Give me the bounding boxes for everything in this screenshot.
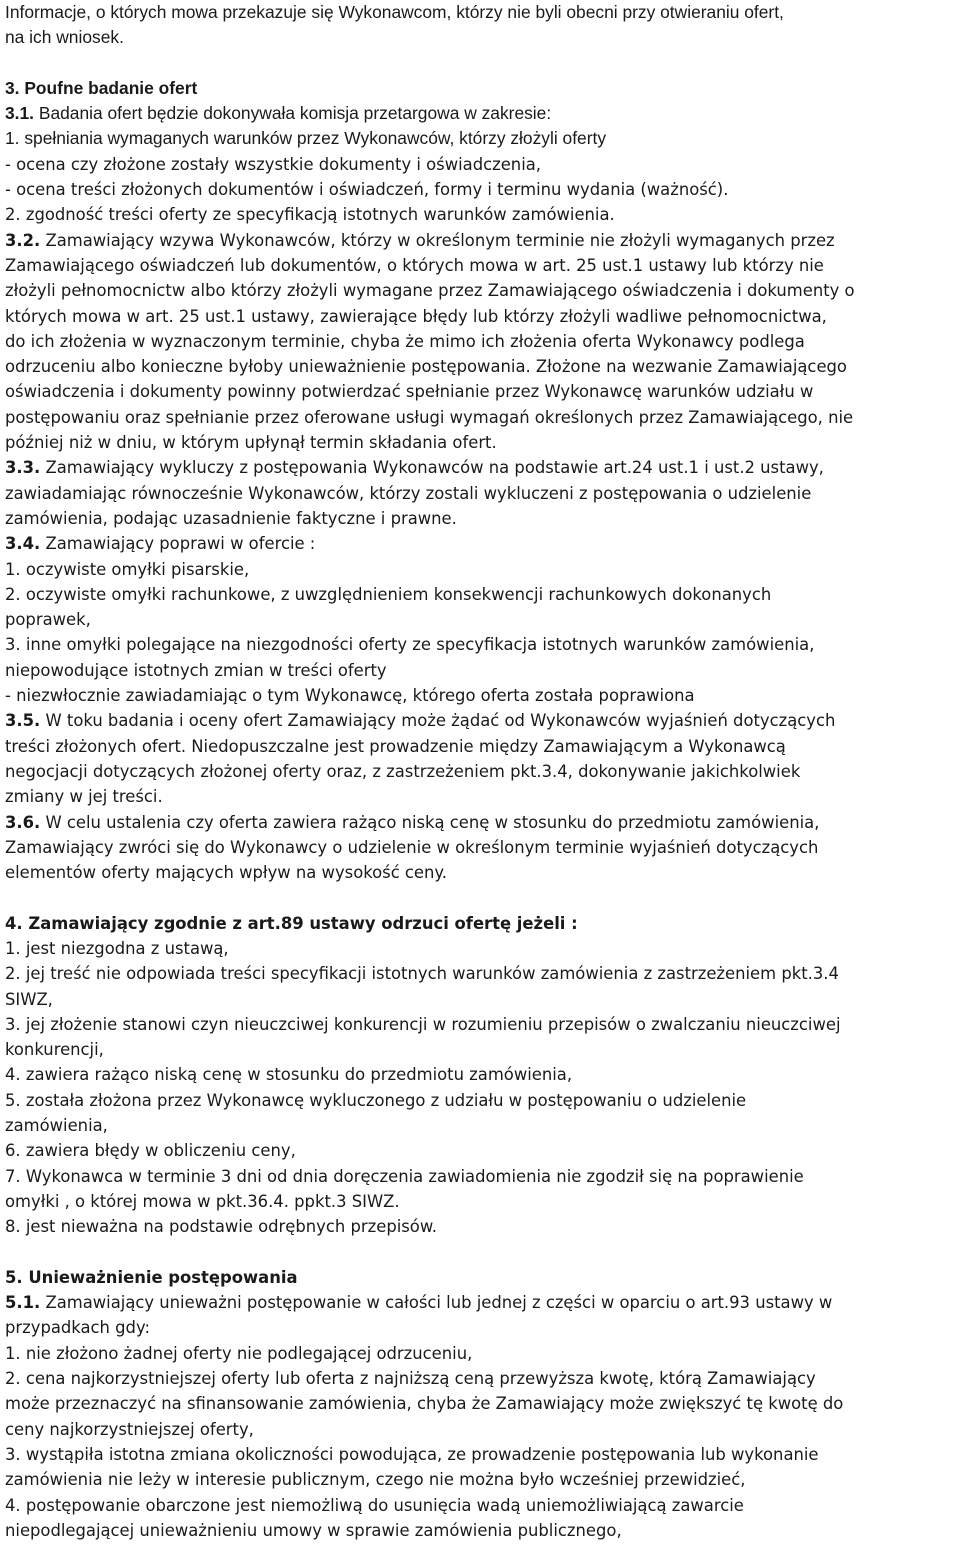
intro-line-2: na ich wniosek. — [5, 27, 124, 48]
paragraph-line: odrzuceniu albo konieczne byłoby unieważnienie postępowania. Złożone na wezwanie Zamawiającego — [5, 357, 847, 377]
list-item: 8. jest nieważna na podstawie odrębnych przepisów. — [5, 1217, 437, 1237]
paragraph-line: później niż w dniu, w którym upłynął termin składania ofert. — [5, 433, 497, 453]
list-item: 2. cena najkorzystniejszej oferty lub oferta z najniższą ceną przewyższa kwotę, którą Zamawiający — [5, 1369, 816, 1389]
list-item-continued: niepodlegającej unieważnieniu umowy w sprawie zamówienia publicznego, — [5, 1520, 622, 1540]
paragraph-line: postępowaniu oraz spełnianie przez oferowane usługi wymagań określonych przez Zamawiającego, nie — [5, 407, 854, 427]
list-item: 7. Wykonawca w terminie 3 dni od dnia doręczenia zawiadomienia nie zgodził się na poprawienie — [5, 1166, 804, 1186]
list-item: - ocena treści złożonych dokumentów i oświadczeń, formy i terminu wydania (ważność). — [5, 180, 729, 200]
list-item: 1. jest niezgodna z ustawą, — [5, 938, 229, 958]
list-item: 2. oczywiste omyłki rachunkowe, z uwzględnieniem konsekwencji rachunkowych dokonanych — [5, 584, 772, 604]
list-item: 1. oczywiste omyłki pisarskie, — [5, 559, 250, 579]
paragraph-line: złożyli pełnomocnictw albo którzy złożyli wymagane przez Zamawiającego oświadczenia i dokumenty o — [5, 281, 855, 301]
paragraph-text: W celu ustalenia czy oferta zawiera rażąco niską cenę w stosunku do przedmiotu zamówienia, — [40, 812, 820, 832]
paragraph-3-3 — [5, 455, 960, 480]
paragraph-line: zamówienia, podając uzasadnienie faktyczne i prawne. — [5, 508, 457, 528]
section-3-heading: 3. Poufne badanie ofert — [5, 77, 198, 98]
paragraph-3-1 — [5, 101, 960, 126]
paragraph-text: Zamawiający poprawi w ofercie : — [40, 534, 316, 554]
paragraph-number: 3.4. — [5, 534, 41, 554]
list-item: 4. postępowanie obarczone jest niemożliwą do usunięcia wadą uniemożliwiającą zawarcie — [5, 1495, 744, 1515]
list-item-continued: ceny najkorzystniejszej oferty, — [5, 1419, 254, 1439]
paragraph-number: 3.2. — [5, 230, 41, 250]
spacer — [5, 885, 960, 910]
list-item-continued: zamówienia nie leży w interesie publicznym, czego nie można było wcześniej przewidzieć, — [5, 1470, 746, 1490]
list-item-continued: konkurencji, — [5, 1040, 104, 1060]
list-item-continued: - niezwłocznie zawiadamiając o tym Wykonawcę, którego oferta została poprawiona — [5, 686, 695, 706]
paragraph-text: Zamawiający wykluczy z postępowania Wykonawców na podstawie art.24 ust.1 i ust.2 ustawy, — [40, 458, 824, 478]
list-item: 3. inne omyłki polegające na niezgodności oferty ze specyfikacja istotnych warunków zamówienia, — [5, 635, 815, 655]
list-item-continued: niepowodujące istotnych zmian w treści oferty — [5, 660, 387, 680]
paragraph-line: zawiadamiając równocześnie Wykonawców, którzy zostali wykluczeni z postępowania o udzielenie — [5, 483, 812, 503]
list-item-continued: poprawek, — [5, 610, 91, 630]
paragraph-text: Zamawiający unieważni postępowanie w całości lub jednej z części w oparciu o art.93 ustawy w — [40, 1293, 833, 1313]
paragraph-line: zmiany w jej treści. — [5, 787, 163, 807]
list-item: 1. nie złożono żadnej oferty nie podlegającej odrzuceniu, — [5, 1343, 473, 1363]
paragraph-line: negocjacji dotyczących złożonej oferty oraz, z zastrzeżeniem pkt.3.4, dokonywanie jakichkolwiek — [5, 761, 801, 781]
paragraph-line: których mowa w art. 25 ust.1 ustawy, zawierające błędy lub którzy złożyli wadliwe pełnomocnictwa, — [5, 306, 827, 326]
list-item: 5. została złożona przez Wykonawcę wykluczonego z udziału w postępowaniu o udzielenie — [5, 1090, 747, 1110]
paragraph-line: treści złożonych ofert. Niedopuszczalne jest prowadzenie między Zamawiającym a Wykonawcą — [5, 736, 786, 756]
paragraph-number: 3.1. — [5, 103, 35, 124]
list-item-continued: zamówienia, — [5, 1116, 108, 1136]
paragraph-line: Zamawiającego oświadczeń lub dokumentów, o których mowa w art. 25 ust.1 ustawy lub którzy nie — [5, 255, 824, 275]
paragraph-text: Zamawiający wzywa Wykonawców, którzy w określonym terminie nie złożyli wymaganych przez — [40, 230, 835, 250]
list-item: 2. jej treść nie odpowiada treści specyfikacji istotnych warunków zamówienia z zastrzeżeniem pkt.3.4 — [5, 964, 839, 984]
paragraph-line: elementów oferty mających wpływ na wysokość ceny. — [5, 863, 447, 883]
list-item: 6. zawiera błędy w obliczeniu ceny, — [5, 1141, 296, 1161]
paragraph-3-6 — [5, 810, 960, 835]
spacer — [5, 51, 960, 76]
paragraph-line: do ich złożenia w wyznaczonym terminie, chyba że mimo ich złożenia oferta Wykonawcy podlega — [5, 331, 805, 351]
list-item: 2. zgodność treści oferty ze specyfikacją istotnych warunków zamówienia. — [5, 205, 615, 225]
list-item: - ocena czy złożone zostały wszystkie dokumenty i oświadczenia, — [5, 154, 542, 174]
paragraph-line: Zamawiający zwróci się do Wykonawcy o udzielenie w określonym terminie wyjaśnień dotyczących — [5, 837, 819, 857]
list-item: 1. spełniania wymaganych warunków przez Wykonawców, którzy złożyli oferty — [5, 128, 607, 149]
list-item: 3. wystąpiła istotna zmiana okoliczności powodująca, ze prowadzenie postępowania lub wykonanie — [5, 1444, 819, 1464]
paragraph-3-4 — [5, 531, 960, 556]
list-item: 4. zawiera rażąco niską cenę w stosunku do przedmiotu zamówienia, — [5, 1065, 573, 1085]
paragraph-number: 3.5. — [5, 711, 41, 731]
paragraph-line: oświadczenia i dokumenty powinny potwierdzać spełnianie przez Wykonawcę warunków udziału w — [5, 382, 814, 402]
paragraph-5-1 — [5, 1290, 960, 1315]
list-item: 3. jej złożenie stanowi czyn nieuczciwej konkurencji w rozumieniu przepisów o zwalczaniu nieuczciwej — [5, 1014, 841, 1034]
paragraph-number: 3.6. — [5, 812, 41, 832]
spacer — [5, 1240, 960, 1265]
paragraph-text: Badania ofert będzie dokonywała komisja przetargowa w zakresie: — [34, 103, 552, 124]
paragraph-line: przypadkach gdy: — [5, 1318, 150, 1338]
section-5-heading: 5. Unieważnienie postępowania — [5, 1267, 298, 1287]
list-item-continued: może przeznaczyć na sfinansowanie zamówienia, chyba że Zamawiający może zwiększyć tę kwotę do — [5, 1394, 844, 1414]
paragraph-3-2 — [5, 228, 960, 253]
section-4-heading: 4. Zamawiający zgodnie z art.89 ustawy odrzuci ofertę jeżeli : — [5, 913, 578, 933]
list-item-continued: SIWZ, — [5, 989, 53, 1009]
intro-line-1: Informacje, o których mowa przekazuje się Wykonawcom, którzy nie byli obecni przy otwieraniu ofert, — [5, 2, 784, 22]
paragraph-text: W toku badania i oceny ofert Zamawiający może żądać od Wykonawców wyjaśnień dotyczących — [40, 711, 836, 731]
paragraph-number: 5.1. — [5, 1293, 41, 1313]
list-item-continued: omyłki , o której mowa w pkt.36.4. ppkt.3 SIWZ. — [5, 1191, 400, 1211]
paragraph-3-5 — [5, 708, 960, 733]
paragraph-number: 3.3. — [5, 458, 41, 478]
